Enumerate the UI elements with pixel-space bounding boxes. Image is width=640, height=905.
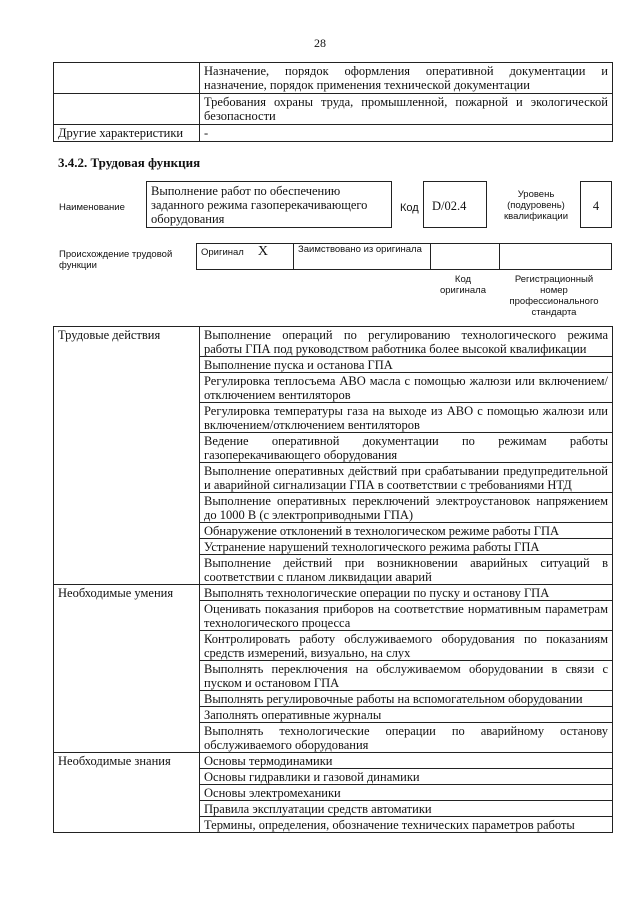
knowledge-item: Основы термодинамики bbox=[200, 753, 613, 769]
labor-actions-label: Трудовые действия bbox=[54, 327, 200, 585]
table-cell-text: Назначение, порядок оформления оперативной документации и назначение, порядок применения технической документации bbox=[200, 63, 613, 94]
skill-item: Заполнять оперативные журналы bbox=[200, 707, 613, 723]
reg-number-cell bbox=[500, 244, 612, 270]
labor-action-item: Выполнение операций по регулированию технологического режима работы ГПА под руководством работника более высокой квалификации bbox=[200, 327, 613, 357]
main-table bbox=[53, 326, 613, 833]
skill-item: Выполнять технологические операции по аварийному останову обслуживаемого оборудования bbox=[200, 723, 613, 753]
table-row bbox=[54, 63, 613, 94]
original-mark: X bbox=[257, 244, 268, 259]
page-number: 28 bbox=[314, 36, 326, 50]
labor-action-item: Выполнение действий при возникновении аварийных ситуаций в соответствии с планом ликвидации аварий bbox=[200, 555, 613, 585]
borrowed-label: Заимствовано из оригинала bbox=[294, 244, 431, 270]
skill-item: Выполнять технологические операции по пуску и останову ГПА bbox=[200, 585, 613, 601]
function-name-value: Выполнение работ по обеспечению заданного режима газоперекачивающего оборудования bbox=[146, 181, 392, 228]
top-table bbox=[53, 62, 613, 142]
qualification-level-value: 4 bbox=[580, 181, 612, 228]
name-label: Наименование bbox=[59, 202, 125, 213]
labor-action-item: Выполнение пуска и останова ГПА bbox=[200, 357, 613, 373]
table-cell-label bbox=[54, 94, 200, 125]
skill-item: Выполнять переключения на обслуживаемом оборудовании в связи с пуском и остановом ГПА bbox=[200, 661, 613, 691]
qualification-level-label: Уровень (подуровень) квалификации bbox=[503, 189, 569, 222]
origin-table bbox=[196, 243, 612, 270]
code-original-label: Код оригинала bbox=[439, 274, 486, 296]
labor-action-item: Выполнение оперативных переключений электроустановок напряжением до 1000 В (с электроприводными ГПА) bbox=[200, 493, 613, 523]
original-cell bbox=[197, 244, 294, 270]
labor-action-item: Ведение оперативной документации по режимам работы газоперекачивающего оборудования bbox=[200, 433, 613, 463]
code-original-cell bbox=[431, 244, 500, 270]
table-row bbox=[54, 753, 613, 769]
knowledge-item: Правила эксплуатации средств автоматики bbox=[200, 801, 613, 817]
labor-action-item: Обнаружение отклонений в технологическом режиме работы ГПА bbox=[200, 523, 613, 539]
table-row bbox=[197, 244, 612, 270]
table-row bbox=[54, 94, 613, 125]
knowledge-item: Основы гидравлики и газовой динамики bbox=[200, 769, 613, 785]
code-label: Код bbox=[400, 202, 419, 214]
skill-item: Контролировать работу обслуживаемого оборудования по показаниям средств измерений, визуально, на слух bbox=[200, 631, 613, 661]
other-characteristics-value: - bbox=[200, 125, 613, 142]
origin-label: Происхождение трудовой функции bbox=[59, 249, 173, 271]
labor-action-item: Устранение нарушений технологического режима работы ГПА bbox=[200, 539, 613, 555]
knowledge-label: Необходимые знания bbox=[54, 753, 200, 833]
table-row bbox=[54, 125, 613, 142]
knowledge-item: Основы электромеханики bbox=[200, 785, 613, 801]
reg-number-label: Регистрационный номер профессионального стандарта bbox=[509, 274, 599, 318]
labor-action-item: Регулировка теплосъема АВО масла с помощью жалюзи или включением/отключением вентиляторов bbox=[200, 373, 613, 403]
skill-item: Выполнять регулировочные работы на вспомогательном оборудовании bbox=[200, 691, 613, 707]
other-characteristics-label: Другие характеристики bbox=[54, 125, 200, 142]
skills-label: Необходимые умения bbox=[54, 585, 200, 753]
table-cell-label bbox=[54, 63, 200, 94]
table-cell-text: Требования охраны труда, промышленной, пожарной и экологической безопасности bbox=[200, 94, 613, 125]
labor-action-item: Выполнение оперативных действий при срабатывании предупредительной и аварийной сигнализации ГПА в соответствии с требованиями НТД bbox=[200, 463, 613, 493]
table-row bbox=[54, 585, 613, 601]
section-title: 3.4.2. Трудовая функция bbox=[58, 155, 201, 170]
table-row bbox=[54, 327, 613, 357]
original-label: Оригинал bbox=[201, 247, 244, 258]
function-code-value: D/02.4 bbox=[423, 181, 487, 228]
knowledge-item: Термины, определения, обозначение технических параметров работы bbox=[200, 817, 613, 833]
skill-item: Оценивать показания приборов на соответствие нормативным параметрам технологического процесса bbox=[200, 601, 613, 631]
labor-action-item: Регулировка температуры газа на выходе из АВО с помощью жалюзи или включением/отключением вентиляторов bbox=[200, 403, 613, 433]
